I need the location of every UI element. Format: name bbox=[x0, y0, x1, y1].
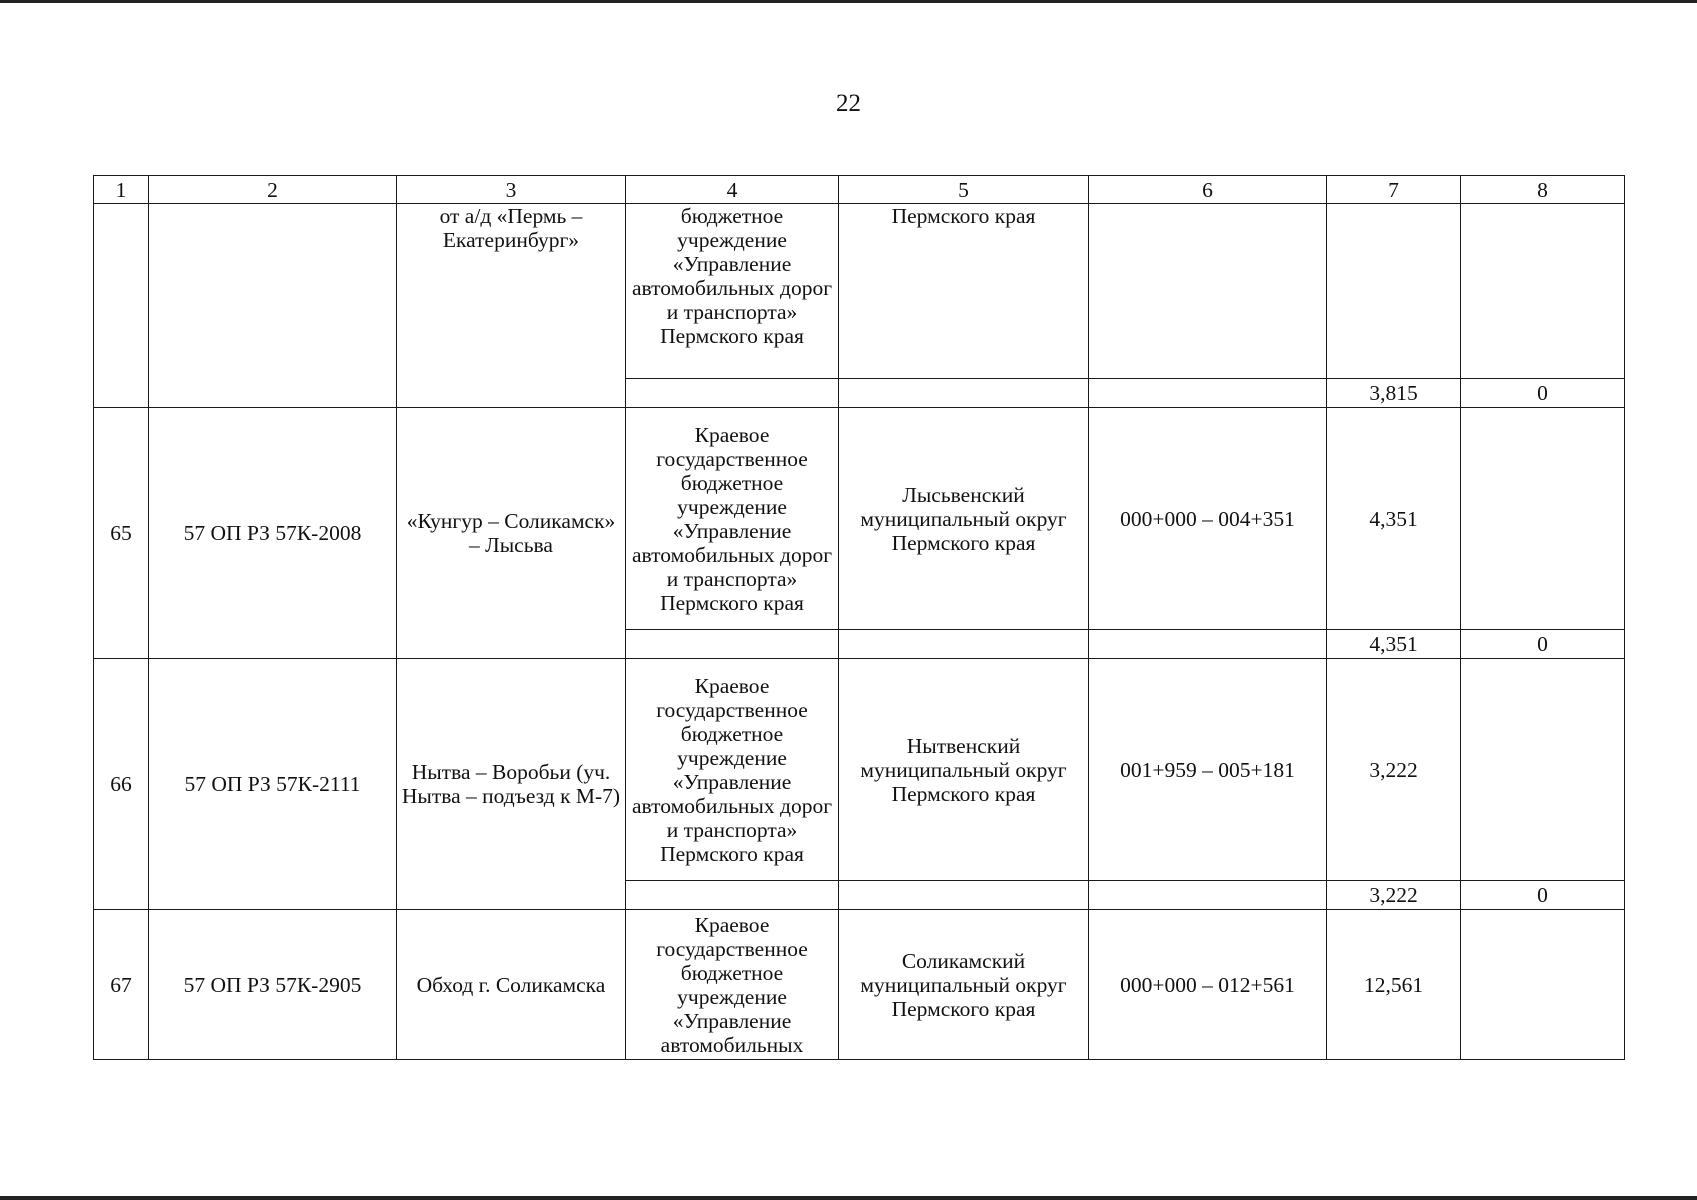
cell-total-length: 4,351 bbox=[1327, 630, 1461, 659]
header-col-5: 5 bbox=[839, 176, 1089, 204]
cell-segment: 001+959 – 005+181 bbox=[1089, 659, 1327, 881]
cell-number: 66 bbox=[94, 659, 149, 910]
cell-total-operator bbox=[626, 630, 839, 659]
cell-total-segment bbox=[1089, 630, 1327, 659]
roads-table bbox=[93, 175, 1625, 1060]
cell-road-name: Нытва – Воробьи (уч. Нытва – подъезд к М-7) bbox=[397, 659, 626, 910]
cell-total-operator bbox=[626, 379, 839, 408]
table-row-continuation bbox=[94, 204, 1625, 379]
cell-total-municipality bbox=[839, 881, 1089, 910]
cell-id: 57 ОП РЗ 57К-2008 bbox=[149, 408, 397, 659]
cell-road-name: «Кунгур – Соликамск» – Лысьва bbox=[397, 408, 626, 659]
cell-operator: Краевое государственное бюджетное учреждение «Управление автомобильных bbox=[626, 910, 839, 1060]
cell-length: 3,222 bbox=[1327, 659, 1461, 881]
cell-total-operator bbox=[626, 881, 839, 910]
cell-col8 bbox=[1461, 204, 1625, 379]
scan-edge-top bbox=[0, 0, 1697, 3]
cell-col8 bbox=[1461, 910, 1625, 1060]
cell-road-name: Обход г. Соликамска bbox=[397, 910, 626, 1060]
cell-municipality: Лысьвенский муниципальный округ Пермского края bbox=[839, 408, 1089, 630]
cell-col8 bbox=[1461, 659, 1625, 881]
table-row bbox=[94, 910, 1625, 1060]
cell-length bbox=[1327, 204, 1461, 379]
cell-segment bbox=[1089, 204, 1327, 379]
header-col-8: 8 bbox=[1461, 176, 1625, 204]
cell-total-length: 3,815 bbox=[1327, 379, 1461, 408]
cell-total-col8: 0 bbox=[1461, 630, 1625, 659]
cell-operator: бюджетное учреждение «Управление автомобильных дорог и транспорта» Пермского края bbox=[626, 204, 839, 379]
table-row bbox=[94, 408, 1625, 630]
cell-total-segment bbox=[1089, 881, 1327, 910]
cell-municipality: Нытвенский муниципальный округ Пермского края bbox=[839, 659, 1089, 881]
cell-number: 67 bbox=[94, 910, 149, 1060]
scan-edge-bottom bbox=[0, 1196, 1697, 1200]
header-row bbox=[94, 176, 1625, 204]
header-col-2: 2 bbox=[149, 176, 397, 204]
cell-total-col8: 0 bbox=[1461, 379, 1625, 408]
cell-operator: Краевое государственное бюджетное учреждение «Управление автомобильных дорог и транспорта» Пермского края bbox=[626, 408, 839, 630]
cell-col8 bbox=[1461, 408, 1625, 630]
cell-number: 65 bbox=[94, 408, 149, 659]
header-col-6: 6 bbox=[1089, 176, 1327, 204]
cell-length: 4,351 bbox=[1327, 408, 1461, 630]
cell-operator: Краевое государственное бюджетное учреждение «Управление автомобильных дорог и транспорта» Пермского края bbox=[626, 659, 839, 881]
cell-segment: 000+000 – 004+351 bbox=[1089, 408, 1327, 630]
cell-total-municipality bbox=[839, 379, 1089, 408]
table-row bbox=[94, 659, 1625, 881]
cell-id: 57 ОП РЗ 57К-2905 bbox=[149, 910, 397, 1060]
cell-number bbox=[94, 204, 149, 408]
cell-segment: 000+000 – 012+561 bbox=[1089, 910, 1327, 1060]
cell-road-name: от а/д «Пермь – Екатеринбург» bbox=[397, 204, 626, 408]
header-col-4: 4 bbox=[626, 176, 839, 204]
cell-total-col8: 0 bbox=[1461, 881, 1625, 910]
page-number: 22 bbox=[836, 90, 861, 117]
cell-id bbox=[149, 204, 397, 408]
cell-total-segment bbox=[1089, 379, 1327, 408]
cell-total-municipality bbox=[839, 630, 1089, 659]
cell-total-length: 3,222 bbox=[1327, 881, 1461, 910]
header-col-1: 1 bbox=[94, 176, 149, 204]
cell-id: 57 ОП РЗ 57К-2111 bbox=[149, 659, 397, 910]
header-col-3: 3 bbox=[397, 176, 626, 204]
cell-municipality: Пермского края bbox=[839, 204, 1089, 379]
cell-length: 12,561 bbox=[1327, 910, 1461, 1060]
header-col-7: 7 bbox=[1327, 176, 1461, 204]
cell-municipality: Соликамский муниципальный округ Пермского края bbox=[839, 910, 1089, 1060]
